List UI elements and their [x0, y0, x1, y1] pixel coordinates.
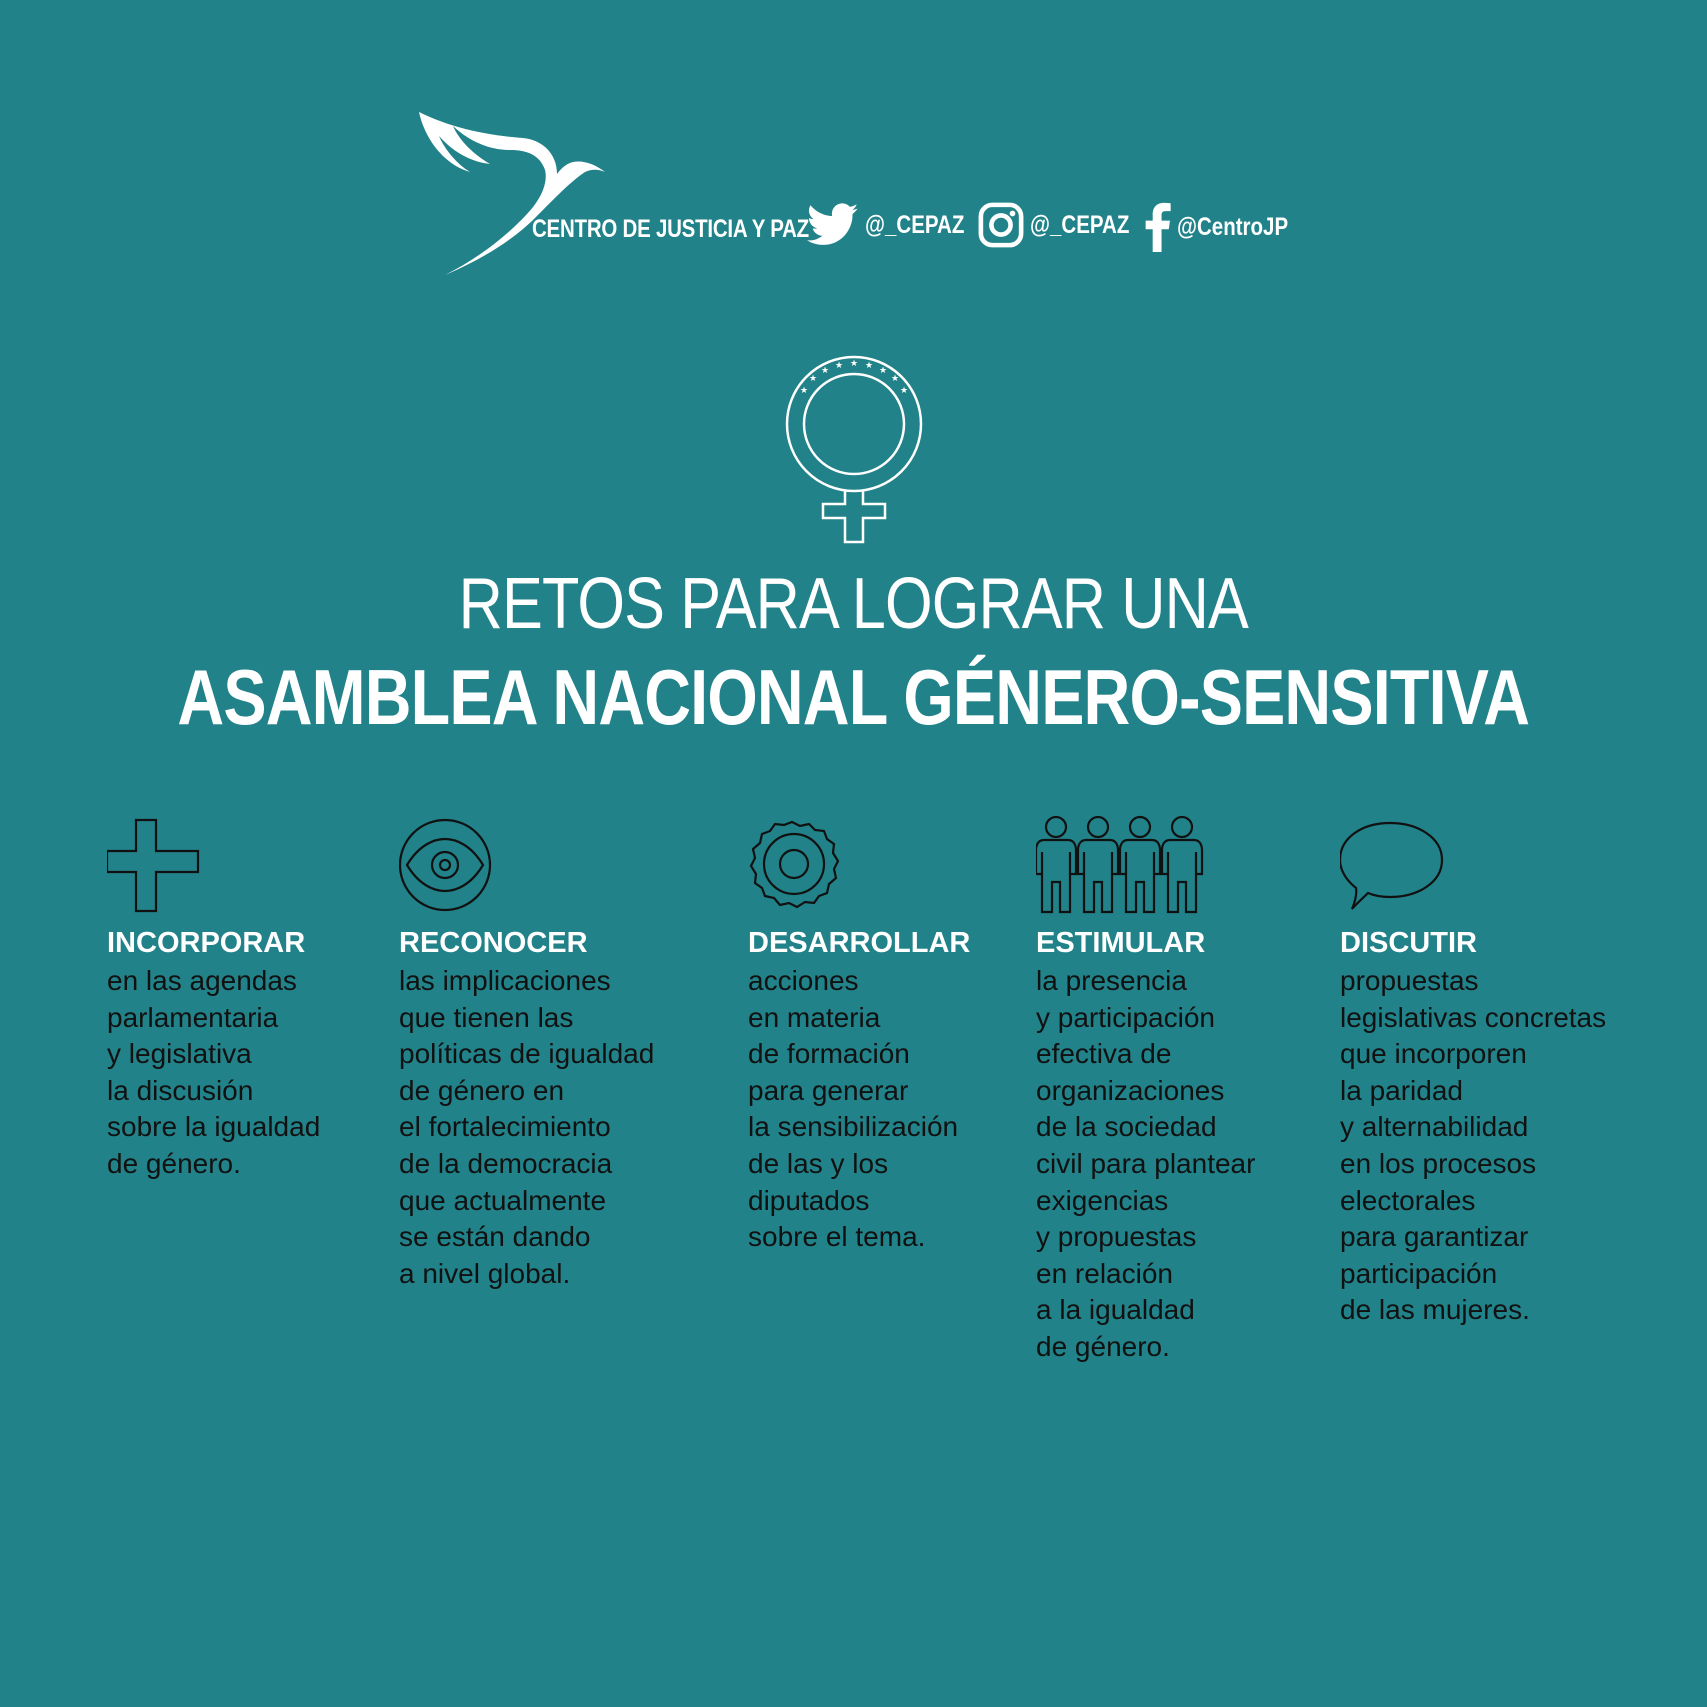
- column-heading: INCORPORAR: [107, 927, 306, 959]
- column-body: en las agendas parlamentaria y legislativa la discusión sobre la igualdad de género.: [107, 965, 321, 1179]
- twitter-icon: [807, 202, 859, 248]
- column-heading: DISCUTIR: [1340, 927, 1477, 959]
- facebook-icon: [1143, 202, 1171, 252]
- column-discutir: [1340, 815, 1607, 1326]
- column-heading: DESARROLLAR: [748, 927, 971, 959]
- title-line-1: RETOS PARA LOGRAR UNA: [458, 564, 1249, 644]
- svg-text:★: ★: [899, 386, 909, 396]
- header: [415, 110, 1315, 280]
- svg-text:★: ★: [834, 361, 844, 371]
- dove-icon: [415, 110, 605, 275]
- people-group-icon: [1036, 815, 1211, 915]
- org-name: CENTRO DE JUSTICIA Y PAZ: [532, 215, 809, 243]
- column-body: la presencia y participación efectiva de organizaciones de la sociedad civil para plantear exigencias y propuestas en relación a la igualdad de género.: [1036, 965, 1256, 1362]
- title-line-2: ASAMBLEA NACIONAL GÉNERO-SENSITIVA: [177, 653, 1530, 741]
- facebook-link[interactable]: [1143, 202, 1313, 252]
- column-heading: RECONOCER: [399, 927, 588, 959]
- column-body: acciones en materia de formación para generar la sensibilización de las y los diputados sobre el tema.: [748, 965, 959, 1253]
- svg-text:★: ★: [849, 359, 859, 369]
- column-body: propuestas legislativas concretas que incorporen la paridad y alternabilidad en los procesos electorales para garantizar participación de las mujeres.: [1340, 965, 1607, 1326]
- svg-text:★: ★: [799, 386, 809, 396]
- twitter-handle: @_CEPAZ: [865, 210, 965, 239]
- svg-text:★: ★: [878, 366, 888, 376]
- twitter-link[interactable]: [807, 202, 986, 248]
- column-heading: ESTIMULAR: [1036, 927, 1206, 959]
- gear-icon: [748, 815, 858, 915]
- venus-symbol-icon: [783, 352, 925, 544]
- column-body: las implicaciones que tienen las políticas de igualdad de género en el fortalecimiento de la democracia que actualmente se están dando a nivel global.: [399, 965, 655, 1289]
- speech-bubble-icon: [1340, 815, 1450, 915]
- instagram-icon: [978, 202, 1024, 248]
- svg-text:★: ★: [808, 374, 818, 384]
- svg-text:★: ★: [890, 374, 900, 384]
- svg-text:★: ★: [820, 366, 830, 376]
- column-desarrollar: [748, 815, 971, 1253]
- instagram-link[interactable]: [978, 202, 1151, 248]
- eye-icon: [399, 815, 509, 915]
- column-incorporar: [107, 815, 321, 1179]
- column-estimular: [1036, 815, 1256, 1362]
- instagram-handle: @_CEPAZ: [1030, 210, 1130, 239]
- column-reconocer: [399, 815, 655, 1289]
- facebook-handle: @CentroJP: [1177, 212, 1289, 241]
- plus-cross-icon: [107, 815, 217, 915]
- svg-text:★: ★: [864, 361, 874, 371]
